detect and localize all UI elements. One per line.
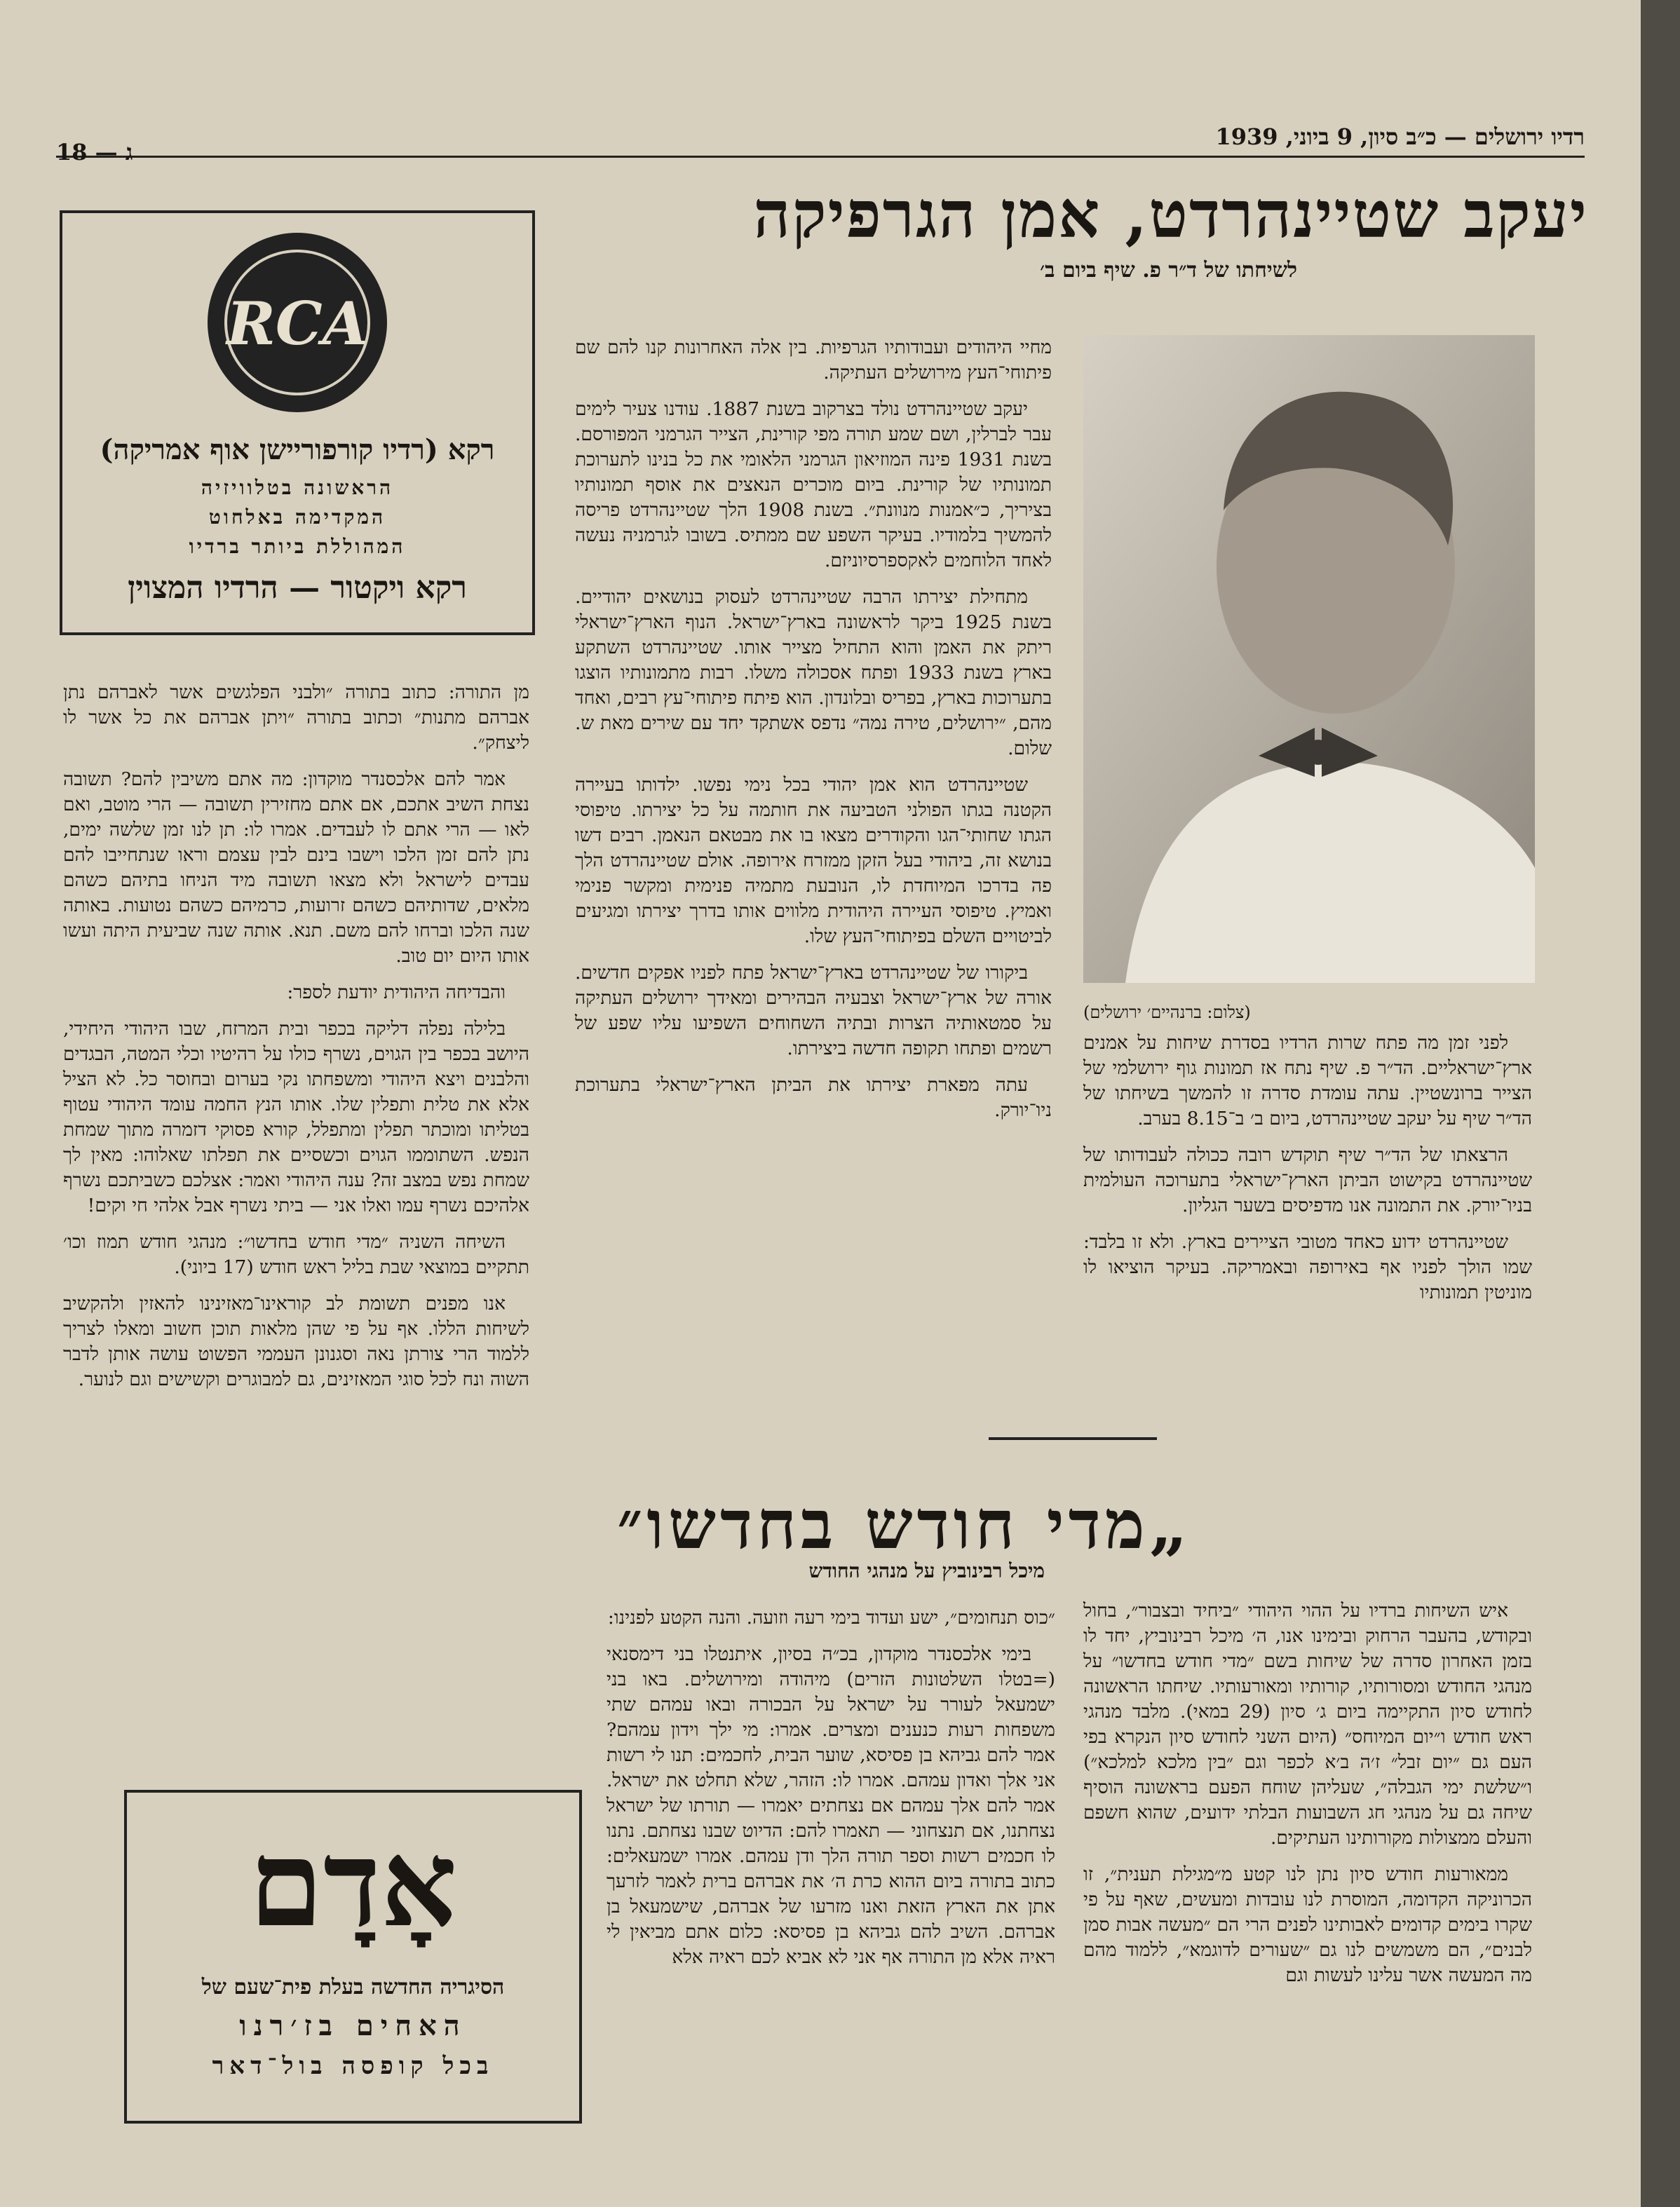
rca-feature-line: המהוללת ביותר ברדיו (189, 535, 406, 558)
left-paragraph: אנו מפנים תשומת לב קוראינו־מאזינינו להאזין ולהקשיב לשיחות הללו. אף על פי שהן מלאות תוכן חשוב ומאלו לצריך ללמוד הרי צורתן נאה וסגנונן העממי הפשוט עושה אותן לדבר השוה ונח לכל סוגי המאזינים, גם למבוגרים וקשישים וגם לנוער. (63, 1293, 529, 1390)
left-paragraph: אמר להם אלכסנדר מוקדון: מה אתם משיבין להם? תשובה נצחת השיב אתכם, אם אתם מחזירין תשובה — הרי מוטב, ואם לאו — הרי אתם לו לעבדים. אמרו לו: תן לנו זמן שלשה ימים, נתן להם זמן הלכו וישבו בינם לבין עצמם וראו שנתחייבו להם עבדים לישראל ולא מצאו תשובה מיד הניחו בתיהם כשהם מלאים, שדותיהם כשהם זרועות, כרמיהם כשהם נטועות. באותה שנה הלכו וברחו להם משם. תנא. אותה שנה שביעית היתה ועשו אותו היום יום טוב. (63, 768, 529, 967)
page-header (56, 105, 1585, 158)
article-subtitle: לשיחתו של ד״ר פ. שיף ביום ב׳ (1040, 258, 1297, 283)
rca-advertisement (60, 210, 535, 635)
adam-cigarette-advertisement (124, 1790, 582, 2124)
article2-paragraph: ממאורעות חודש סיון נתן לנו קטע מ״מגילת תענית״, זו הכרוניקה הקדומה, המוסרת לנו עובדות ומעשים, שאף על פי שקרו בימים קדומים לאבותינו לפנים הרי הם ״מעשה אבות סמן לבנים״, הם משמשים לנו גם ״שעורים לדוגמא״, ללמוד מהם מה המעשה אשר עלינו לעשות וגם (1083, 1863, 1532, 1986)
page-number: ג — 18 (56, 139, 133, 165)
rca-logo (208, 233, 387, 412)
rca-headline: רקא (רדיו קורפוריישן אוף אמריקה) (100, 433, 495, 466)
article1-paragraph: מחיי היהודים ועבודותיו הגרפיות. בין אלה האחרונות קנו להם שם פיתוחי־העץ מירושלים העתיקה. (575, 337, 1052, 383)
adam-tagline: הסיגריה החדשה בעלת פית־שעם של (201, 1975, 505, 1999)
article2-paragraph: בימי אלכסנדר מוקדון, בכ״ה בסיון, איתנטלו בני דימסנאי (=בטלו השלטונות הזרים) מיהודה ומירושלים. באו בני ישמעאל לעורר על ישראל על הבכורה ובאו עמהם שתי משפחות רעות כנענים ומצרים. אמרו: מי ילך וידון עמהם? אמר להם גביהא בן פסיסא, שוער הבית, לחכמים: תנו לי רשות אני אלך ואדון עמהם. אמרו לו: הזהר, שלא תחלט את ישראל. אמר להם אלך עמהם אם נצחתים יאמרו — תורתו של ישראל נצחתנו, אם תנצחוני — תאמרו להם: הדיוט שבנו נצחתם. נתנו לו חכמים רשות וספר תורה הלך ודן עמהם. אמרו ישמעאלים: כתוב בתורה ביום ההוא כרת ה׳ את אברהם ברית לאמר לזרעך אתן את הארץ הזאת ואנו מזרעו של אברהם, שישמעאל בן אברהם. השיב להם גביהא בן פסיסא: כלום אתם מביאין לי ראיה אלא מן התורה אף אני לא אביא לכם ראיה אלא (607, 1643, 1055, 1968)
article2-column-right (1083, 1598, 1532, 1999)
adam-availability: בכל קופסה בול־דאר (212, 2052, 494, 2080)
left-paragraph: מן התורה: כתוב בתורה ״ולבני הפלגשים אשר לאברהם נתן אברהם מתנות״ וכתוב בתורה ״ויתן אברהם את כל אשר לו ליצחק״. (63, 681, 529, 754)
rca-logo-text: RCA (226, 289, 368, 358)
portrait-illustration (1083, 335, 1535, 983)
article1-column-right (1083, 1031, 1532, 1317)
article1-paragraph: מתחילת יצירתו הרבה שטיינהרדט לעסוק בנושאים יהודיים. בשנת 1925 ביקר לראשונה בארץ־ישראל. הנוף הארץ־ישראלי ריתק את האמן והוא התחיל מצייר אותו. שטיינהרדט השתקע בארץ בשנת 1933 ופתח אסכולה משלו. רבות מתמונותיו הוצגו בתערוכות בארץ, בפריס ובלונדון. הוא פיתח פיתוחי־עץ רבים, ואחד מהם, ״ירושלים, טירה נמה״ נדפס אשתקד יחד עם שירים מאת ש. שלום. (575, 586, 1052, 759)
article2-subtitle: מיכל רבינוביץ על מנהגי החודש (808, 1559, 1045, 1582)
left-paragraph: בלילה נפלה דליקה בכפר ובית המרזח, שבו היהודי היחידי, היושב בכפר בין הגוים, נשרף כולו על רהיטיו וכלי המטה, הבגדים והלבנים ויצא היהודי ומשפחתו נקי בערום ובחוסר כל. לא הציל אלא את טלית ותפלין שלו. אותו הנץ החמה עומד היהודי עטוף בטליתו ומוכתר תפלין ומתפלל, קורא פסוקי דזמרה מתוך שמחת הנפש. השתוממו הגוים וכשסיים את תפלתו שאלוהו: מאין לך שמחת נפש במצב זה? ענה היהודי ואמר: אצלכם כשביתכם נשרף אלהיכם נשרף עמו ואלו אני — ביתי נשרף אבל אלהי חי וקים! (63, 1018, 529, 1216)
article-title: יעקב שטיינהרדט, אמן הגרפיקה (753, 177, 1588, 252)
article2-paragraph: איש השיחות ברדיו על ההוי היהודי ״ביחיד ובצבור״, בחול ובקודש, בהעבר הרחוק ובימינו אנו, ה׳ מיכל רבינוביץ, יחד לו בזמן האחרון סדרה של שיחות בשם ״מדי חודש בחדשו״ על מנהגי החודש ומסורותיו, קורותיו ומאורעותיו. שיחתו הראשונה לחודש סיון התקיימה ביום ג׳ סיון (29 במאי). מלבד מנהגי ראש חודש ו״יום המיוחס״ (היום השני לחודש סיון הנקרא בפי העם גם ״יום זבל״ ז׳ה ב׳א לכפר וגם ״בין מלכא למלכא״) ו״שלשת ימי הגבלה״, שעליהן שוחח הפעם בראשונה הוסיף שיחה גם על מנהגי חג השבועות הבלתי ידועים, שהוא חשפם והעלם ממצולות מקורותינו העתיקים. (1083, 1600, 1532, 1849)
article1-paragraph: ביקורו של שטיינהרדט בארץ־ישראל פתח לפניו אפקים חדשים. אורה של ארץ־ישראל וצבעיה הבהירים ומאידך ירושלים העתיקה על סמטאותיה הצרות ובתיה השחוחים השפיעו עליו שפע של רשמים ופתחו תקופה חדשה ביצירתו. (575, 962, 1052, 1059)
rca-features (62, 473, 532, 562)
left-paragraph: והבדיחה היהודית יודעת לספר: (287, 982, 506, 1003)
photo-caption: (צלום: ברנהיים׳ ירושלים) (1083, 1003, 1251, 1022)
article1-paragraph: יעקב שטיינהרדט נולד בצרקוב בשנת 1887. עודנו צעיר לימים עבר לברלין, ושם שמע תורה מפי קורינת, הצייר הגרמני המפורסם. בשנת 1931 פינה המוזיאון הגרמני הלאומי את כל בנינו לתערוכת תמונותיו של קורינת. ביום מוכרים הנאצים את אוסף תמונותיו בציריך, כ״אמנות מנוונת״. בשנת 1908 הלך שטיינהרדט פריסה להמשיך בלמודיו. בעיקר השפע שם ממתיס. בשובו לגרמניה נעשה לאחד הלוחמים לאקספרסיוניזם. (575, 398, 1052, 571)
section-divider (989, 1437, 1157, 1440)
rca-feature-line: המקדימה באלחוט (208, 505, 386, 529)
rca-slogan: רקא ויקטור — הרדיו המצוין (128, 570, 467, 606)
article1-column-middle (575, 335, 1052, 1134)
article2-column-middle (607, 1605, 1055, 1981)
article2-paragraph: ״כוס תנחומים״, ישע ועדוד בימי רעה וזועה. והנה הקטע לפנינו: (607, 1607, 1055, 1629)
header-dateline: רדיו ירושלים — כ״ב סיון, 9 ביוני, 1939 (1215, 123, 1585, 150)
article2-title: „מדי חודש בחדשו״ (616, 1485, 1193, 1564)
left-paragraph: השיחה השניה ״מדי חודש בחדשו״: מנהגי חודש תמוז וכו׳ תתקיים במוצאי שבת בליל ראש חודש (17 ביוני). (63, 1231, 529, 1278)
adam-brand-logo: אָדָם (248, 1814, 457, 1954)
article1-paragraph: שטיינהרדט הוא אמן יהודי בכל נימי נפשו. ילדותו בעיירה הקטנה בגתו הפולני הטביעה את חותמה על כל יצירתו. טיפוסי הגתו שחותי־הגו והקודרים מצאו בו את מבטאם הנאמן. רבים דשו בנושא זה, ביהודי בעל הזקן ממזרח אירופה. אולם שטיינהרדט הלך פה בדרכו המיוחדת לו, הנובעת מתמיה פנימית ומקשר פנימי ואמיץ. טיפוסי העיירה היהודית מלווים אותו בדרך יצירתו ומגיעים לביטויים השלם בפיתוחי־העץ שלו. (575, 774, 1052, 947)
adam-maker: האחים בז׳רנו (239, 2009, 467, 2042)
rca-feature-line: הראשונה בטלוויזיה (201, 476, 394, 499)
article1-paragraph: עתה מפארת יצירתו את הביתן הארץ־ישראלי בתערוכת ניו־יורק. (575, 1074, 1052, 1121)
portrait-photo (1083, 335, 1535, 983)
article1-paragraph: לפני זמן מה פתח שרות הרדיו בסדרת שיחות על אמנים ארץ־ישראליים. הד״ר פ. שיף נתח אז תמונות גוף ירושלמי של הצייר ברונשטיין. עתה עומדת סדרה זו להמשך בשיחתו של הד״ר שיף על יעקב שטיינהרדט, ביום ב׳ ב־8.15 בערב. (1083, 1032, 1532, 1129)
article1-paragraph: שטיינהרדט ידוע כאחד מטובי הציירים בארץ. ולא זו בלבד: שמו הולך לפניו אף באירופה ובאמריקה. בעיקר הוציאו לו מוניטין תמונותיו (1083, 1231, 1532, 1303)
left-column (63, 680, 529, 1404)
page-edge-shadow (1641, 0, 1680, 2207)
article1-paragraph: הרצאתו של הד״ר שיף תוקדש רובה ככולה לעבודותו של שטיינהרדט בקישוט הביתן הארץ־ישראלי בתערוכה העולמית בניו־יורק. את התמונה אנו מדפיסים בשער הגליון. (1083, 1144, 1532, 1216)
